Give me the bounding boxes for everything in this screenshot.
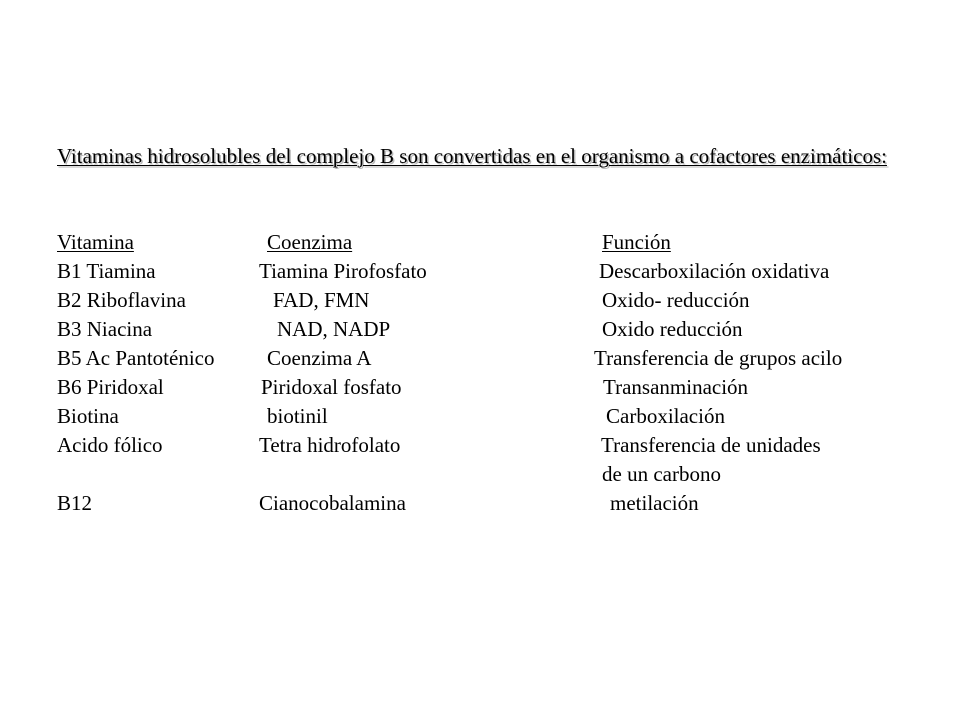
cell-coenzima: Cianocobalamina [259,491,406,515]
cell-vitamina: B1 Tiamina [57,259,156,283]
cell-vitamina: B6 Piridoxal [57,375,164,399]
cell-funcion: Carboxilación [606,404,725,428]
cell-vitamina: B2 Riboflavina [57,288,186,312]
header-coenzima: Coenzima [267,230,353,254]
cell-funcion: Transanminación [603,375,749,399]
cell-coenzima: FAD, FMN [273,288,370,312]
header-funcion: Función [602,230,671,254]
cell-coenzima: Tiamina Pirofosfato [259,259,427,283]
slide-title: Vitaminas hidrosolubles del complejo B son convertidas en el organismo a cofactores enzimáticos: [57,144,887,168]
cell-coenzima: biotinil [267,404,328,428]
header-vitamina: Vitamina [57,230,134,254]
cell-funcion: de un carbono [602,462,721,486]
cell-funcion: Transferencia de grupos acilo [594,346,843,370]
cell-funcion: Descarboxilación oxidativa [599,259,830,283]
cell-vitamina: B3 Niacina [57,317,153,341]
cell-coenzima: Piridoxal fosfato [261,375,402,399]
cell-funcion: metilación [610,491,699,515]
cell-coenzima: Coenzima A [267,346,372,370]
cell-vitamina: B5 Ac Pantoténico [57,346,215,370]
cell-vitamina: Biotina [57,404,119,428]
cell-funcion: Oxido- reducción [602,288,750,312]
cell-vitamina: B12 [57,491,93,515]
cell-vitamina: Acido fólico [57,433,163,457]
cell-coenzima: Tetra hidrofolato [259,433,401,457]
cell-coenzima: NAD, NADP [277,317,391,341]
cell-funcion: Oxido reducción [602,317,743,341]
cell-funcion: Transferencia de unidades [601,433,821,457]
